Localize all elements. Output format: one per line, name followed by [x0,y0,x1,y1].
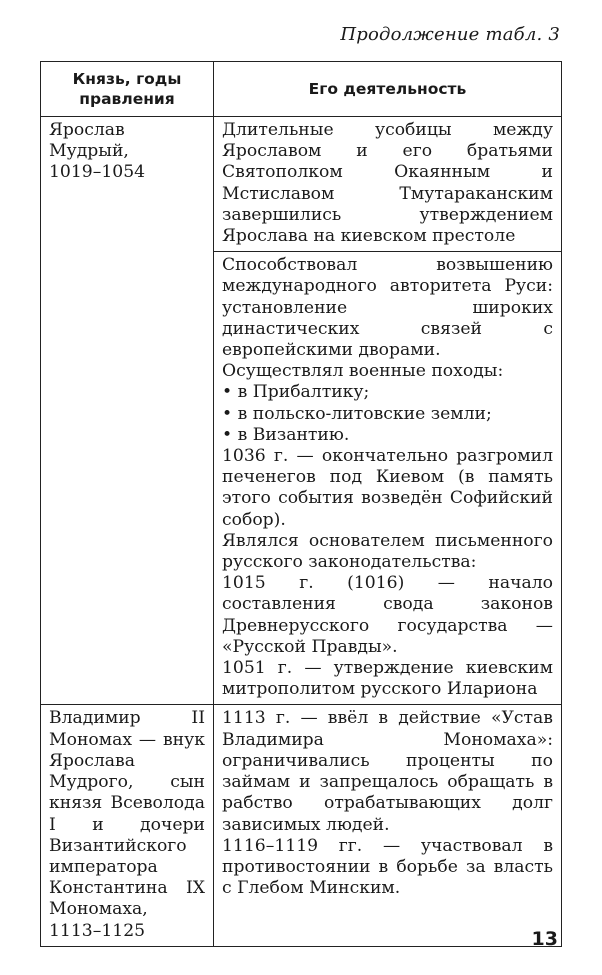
header-activity: Его деятельность [214,62,562,117]
activity-paragraph: 1113 г. — ввёл в действие «Устав Владимира Мономаха»: ограничивались проценты по займам и запрещалось обращать в рабство отрабатывающих долг зависимых людей. [222,708,553,835]
activity-paragraph: 1051 г. — утверждение киевским митрополитом русского Илариона [222,658,553,700]
header-prince: Князь, годы правления [41,62,214,117]
activity-paragraph: Способствовал возвышению международного авторитета Руси: установление широких династических связей с европейскими дворами. [222,255,553,361]
prince-name: Мудрый, [49,141,129,162]
activity-paragraph: 1015 г. (1016) — начало составления свода законов Древнерусского государства — «Русской Правды». [222,573,553,657]
activity-cell [214,705,562,946]
prince-years: 1019–1054 [49,162,146,183]
table-caption: Продолжение табл. 3 [340,24,560,45]
prince-name: Владимир II Мономах — внук Ярослава Мудрого, сын князя Всеволода I и дочери Византийского императора Константина IX Мономаха, 1113–1125 [49,708,205,941]
prince-cell [41,117,214,705]
activity-paragraph: 1036 г. — окончательно разгромил печенегов под Киевом (в память этого события возведён Софийский собор). [222,446,553,530]
activity-cell [214,117,562,252]
table-row [41,117,562,252]
activity-paragraph: Осуществлял военные походы: [222,361,504,382]
bullet-item: • в польско-литовские земли; [222,403,492,424]
activity-paragraph: Являлся основателем письменного русского законодательства: [222,530,553,573]
table-row [41,705,562,946]
activity-cell [214,252,562,705]
activity-paragraph: 1116–1119 гг. — участвовал в противостоянии в борьбе за власть с Глебом Минским. [222,835,553,899]
table-header-row [41,62,562,117]
prince-name: Ярослав [49,120,125,140]
page-number: 13 [531,928,558,950]
bullet-item: • в Византию. [222,424,350,445]
bullet-item: • в Прибалтику; [222,382,370,403]
prince-cell [41,705,214,946]
rulers-table [40,61,562,947]
activity-paragraph: Длительные усобицы между Ярославом и его братьями Святополком Окаянным и Мстиславом Тмутараканским завершились утверждением Ярослава на киевском престоле [222,120,553,247]
